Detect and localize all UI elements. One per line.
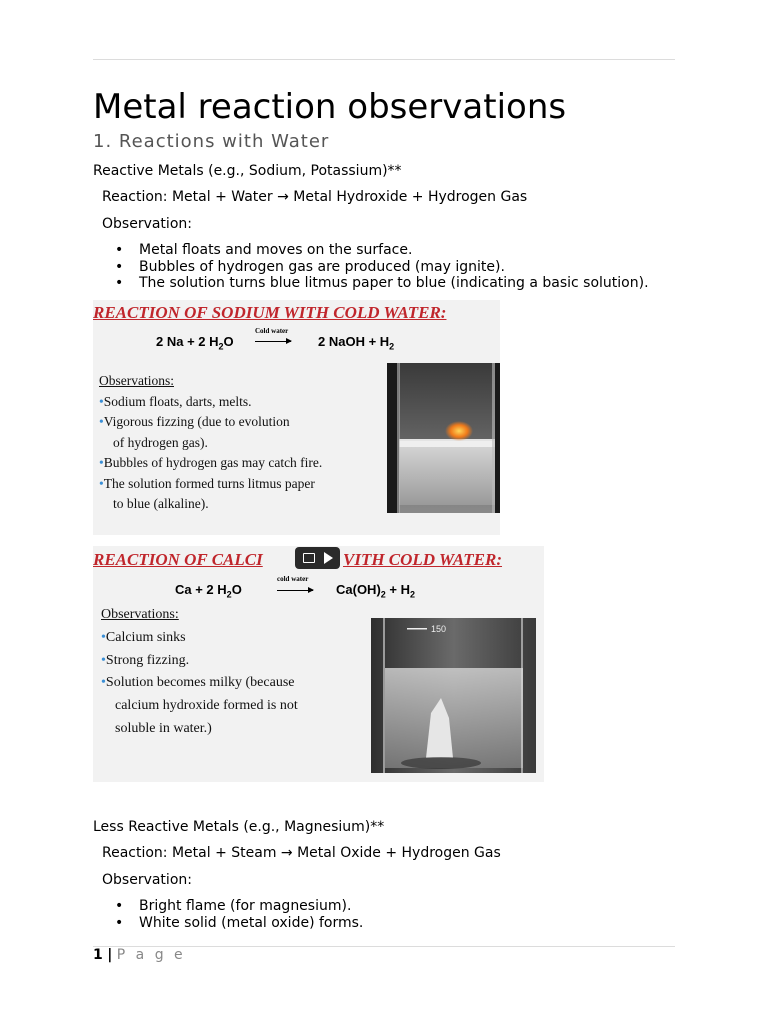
list-item: • Bubbles of hydrogen gas are produced (may ignite). [115,259,649,276]
list-item: •Vigorous fizzing (due to evolution [99,414,290,429]
reaction-arrow [277,590,313,591]
less-reactive-heading: Less Reactive Metals (e.g., Magnesium)** [93,819,385,835]
list-item: •The solution formed turns litmus paper [99,475,315,491]
reactive-observation-label: Observation: [102,216,192,232]
play-icon[interactable] [324,552,333,564]
equation-left: Ca + 2 $H_2O$ [175,582,242,600]
observations-heading: Observations: [101,607,179,622]
slide-heading: REACTION OF SODIUM WITH COLD WATER: [93,303,447,322]
list-item: •Calcium sinks [101,629,186,645]
list-item: soluble in water.) [115,720,212,736]
list-item: to blue (alkaline). [113,496,209,511]
less-reactive-bullet-list [115,898,363,931]
observations-block [99,371,322,515]
page-number: 1 [93,947,103,963]
list-item: •Sodium floats, darts, melts. [99,393,252,409]
reactive-metals-heading: Reactive Metals (e.g., Sodium, Potassium)** [93,163,402,179]
sodium-slide-image [93,300,500,535]
page-title: Metal reaction observations [93,87,567,127]
observations-heading: Observations: [99,373,174,388]
list-item: •Solution becomes milky (because [101,675,295,691]
section-heading: 1. Reactions with Water [93,131,330,152]
beaker-illustration [387,363,500,513]
list-item: calcium hydroxide formed is not [115,698,298,714]
list-item: •Strong fizzing. [101,652,190,668]
arrow-label: cold water [277,575,309,583]
calcium-beaker-photo [371,618,536,773]
beaker-illustration [371,618,536,773]
reaction-arrow [255,341,291,342]
list-item: of hydrogen gas). [113,434,208,450]
image-overlay-toolbar[interactable] [295,547,340,569]
page-footer [93,947,186,963]
slide-heading-right: VITH COLD WATER: [343,550,503,569]
crop-icon[interactable] [303,553,315,563]
less-reactive-observation-label: Observation: [102,872,192,888]
list-item: •Bubbles of hydrogen gas may catch fire. [99,455,323,470]
list-item: • Metal floats and moves on the surface. [115,242,649,259]
sodium-beaker-photo [387,363,500,513]
list-item: • Bright flame (for magnesium). [115,898,363,915]
footer-separator: | [107,947,113,963]
list-item: • White solid (metal oxide) forms. [115,915,363,932]
list-item: • The solution turns blue litmus paper to blue (indicating a basic solution). [115,275,649,292]
arrow-label: Cold water [255,327,289,335]
page-word: P a g e [116,947,186,963]
observations-block [101,604,298,741]
equation-right: 2 NaOH + $H_2$ [318,334,395,352]
reactive-bullet-list [115,242,649,292]
equation-right: $Ca(OH)_2 + H_2$ [336,582,416,600]
slide-heading-left: REACTION OF CALCI [93,550,263,569]
beaker-mark: 150 [431,624,447,634]
equation-left: 2 Na + 2 $H_2O$ [156,334,234,352]
less-reactive-reaction-line: Reaction: Metal + Steam → Metal Oxide + Hydrogen Gas [102,845,501,861]
calcium-slide-image [93,546,544,782]
header-rule [93,59,675,60]
reactive-reaction-line: Reaction: Metal + Water → Metal Hydroxide + Hydrogen Gas [102,189,528,205]
